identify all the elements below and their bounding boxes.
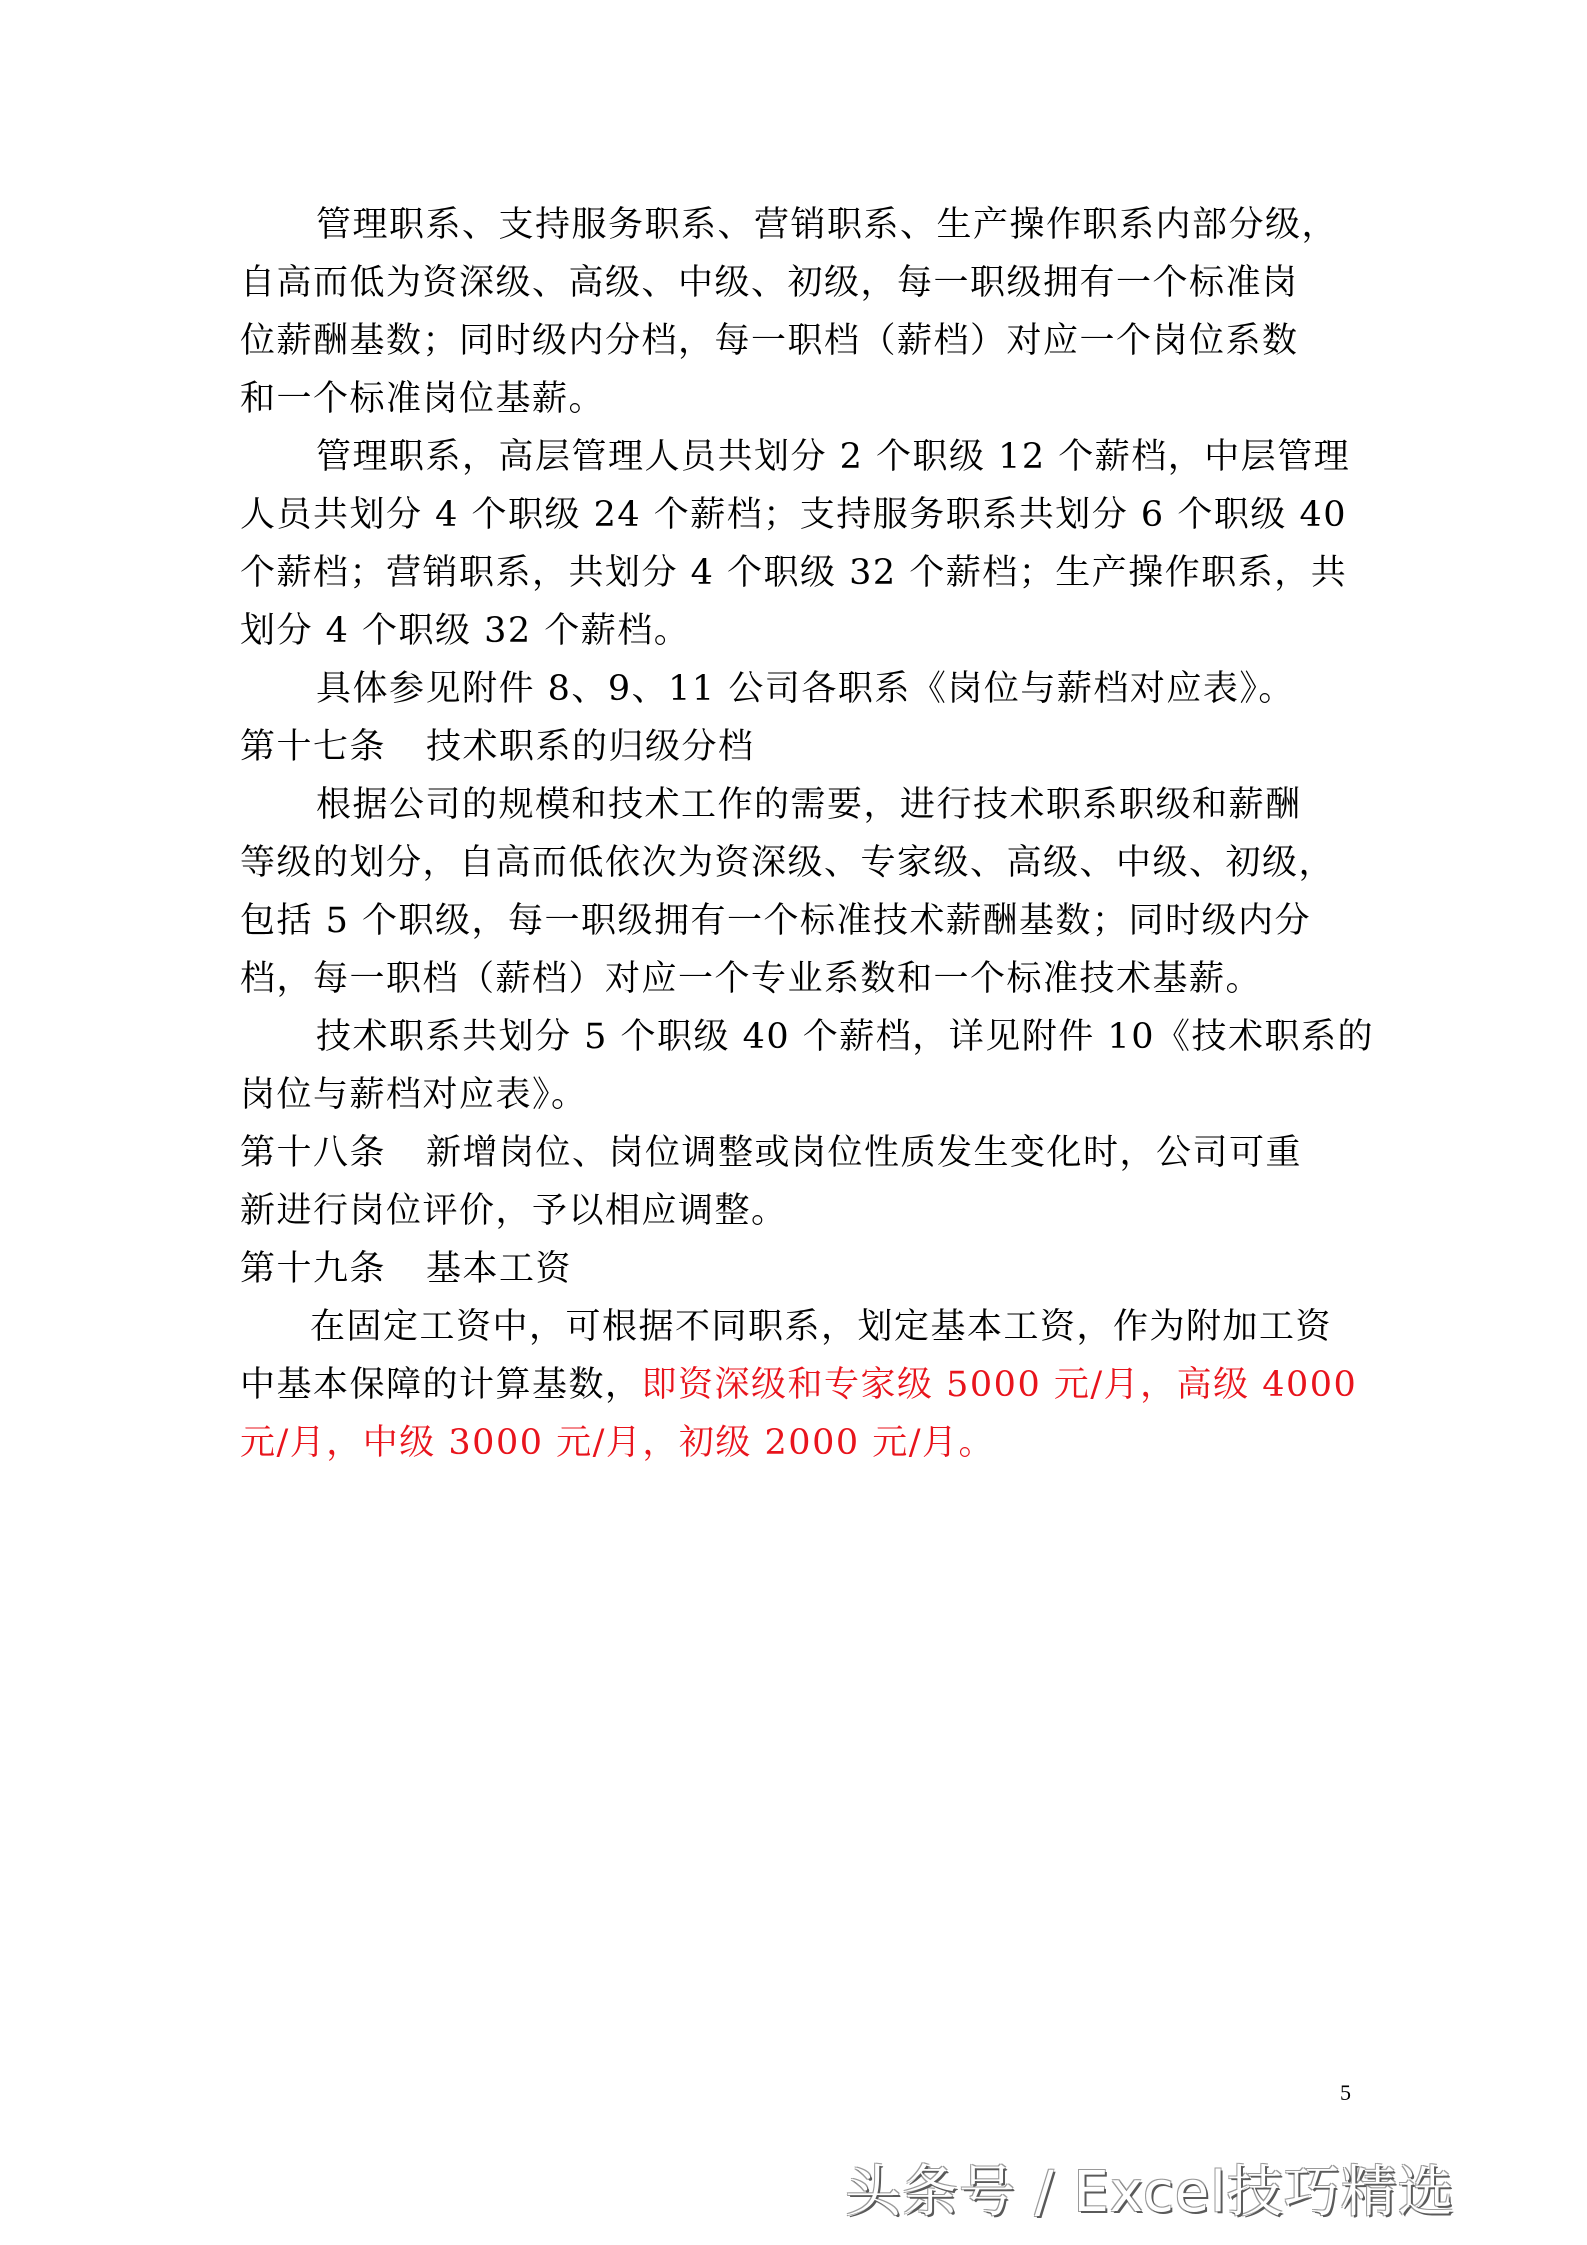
paragraph-line: 档，每一职档（薪档）对应一个专业系数和一个标准技术基薪。 xyxy=(240,959,1263,999)
paragraph-line: 划分 4 个职级 32 个薪档。 xyxy=(240,611,691,651)
paragraph-line: 根据公司的规模和技术工作的需要，进行技术职系职级和薪酬 xyxy=(316,785,1302,825)
article-18-heading xyxy=(240,1128,1302,1178)
paragraph-line: 等级的划分，自高而低依次为资深级、专家级、高级、中级、初级， xyxy=(240,843,1336,883)
paragraph-line: 具体参见附件 8、9、11 公司各职系《岗位与薪档对应表》。 xyxy=(316,669,1295,709)
paragraph-line: 管理职系，高层管理人员共划分 2 个职级 12 个薪档，中层管理 xyxy=(316,437,1351,477)
paragraph-line: 个薪档；营销职系，共划分 4 个职级 32 个薪档；生产操作职系，共 xyxy=(240,553,1348,593)
paragraph-line: 技术职系共划分 5 个职级 40 个薪档，详见附件 10《技术职系的 xyxy=(316,1017,1374,1057)
page-number: 5 xyxy=(1340,2080,1351,2105)
paragraph-line: 岗位与薪档对应表》。 xyxy=(240,1075,588,1115)
article-label: 第十七条 xyxy=(240,727,387,767)
paragraph-line: 管理职系、支持服务职系、营销职系、生产操作职系内部分级， xyxy=(316,205,1339,245)
highlighted-salary-text: 元/月，中级 3000 元/月，初级 2000 元/月。 xyxy=(240,1423,996,1463)
paragraph-line: 自高而低为资深级、高级、中级、初级，每一职级拥有一个标准岗 xyxy=(240,263,1299,303)
article-19-heading xyxy=(240,1244,572,1294)
article-title: 基本工资 xyxy=(426,1249,573,1289)
paragraph-line: 新进行岗位评价，予以相应调整。 xyxy=(240,1191,788,1231)
article-17-heading xyxy=(240,722,755,772)
paragraph-text: 中基本保障的计算基数， xyxy=(240,1365,642,1405)
article-label: 第十九条 xyxy=(240,1249,387,1289)
paragraph-line: 人员共划分 4 个职级 24 个薪档；支持服务职系共划分 6 个职级 40 xyxy=(240,495,1347,535)
paragraph-line xyxy=(240,1360,1357,1410)
highlighted-salary-text: 即资深级和专家级 5000 元/月，高级 4000 xyxy=(641,1365,1358,1405)
paragraph-line: 和一个标准岗位基薪。 xyxy=(240,379,606,419)
paragraph-line: 包括 5 个职级，每一职级拥有一个标准技术薪酬基数；同时级内分 xyxy=(240,901,1312,941)
article-label: 第十八条 xyxy=(240,1133,387,1173)
paragraph-line: 在固定工资中，可根据不同职系，划定基本工资，作为附加工资 xyxy=(310,1307,1333,1347)
article-title: 新增岗位、岗位调整或岗位性质发生变化时，公司可重 xyxy=(426,1133,1303,1173)
paragraph-line: 位薪酬基数；同时级内分档，每一职档（薪档）对应一个岗位系数 xyxy=(240,321,1299,361)
article-title: 技术职系的归级分档 xyxy=(426,727,755,767)
watermark: 头条号 / Excel技巧精选 xyxy=(845,2160,1455,2225)
